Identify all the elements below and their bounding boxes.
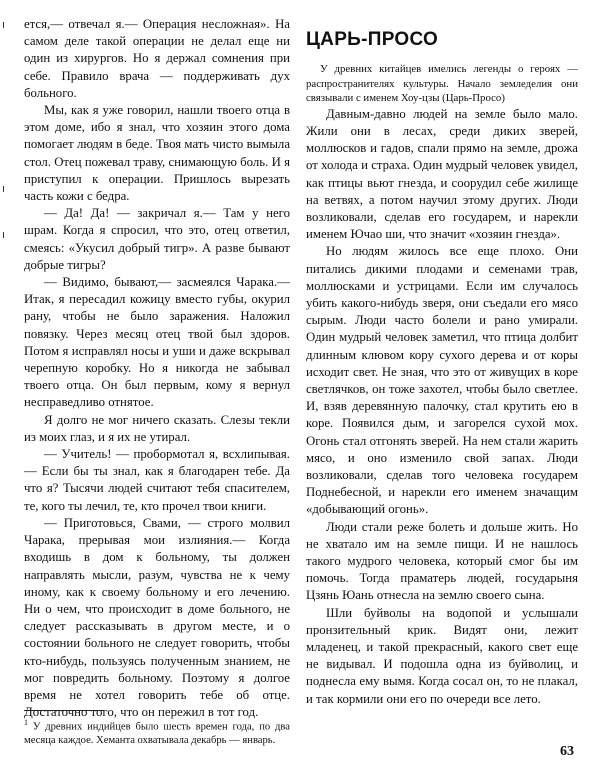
margin-scan-mark [3,232,8,238]
footnote-marker: 1 [24,718,28,727]
footnote-divider [24,710,104,711]
paragraph: Мы, как я уже говорил, нашли твоего отца в этом доме, ибо я знал, что хозяин этого дома помогает людям в беде. Твоя мать чисто вымыла стол. Отец пожевал траву, снимающую боль. И я приступил к операции. Пришлось вырезать часть кожи с бедра. [24,103,290,204]
margin-scan-mark [3,186,8,192]
margin-scan-mark [3,22,8,28]
footnote-text: У древних индийцев было шесть времен года, по два месяца каждое. Хеманта охватывала декабрь — январь. [24,721,290,747]
paragraph: — Учитель! — пробормотал я, всхлипывая.— Если бы ты знал, как я благодарен тебе. Да что я? Тысячи людей считают тебя спасителем, те, кого ты лечил, те, кто прочел твои книги. [24,447,290,513]
chapter-title: ЦАРЬ-ПРОСО [306,29,439,50]
paragraph: — Да! Да! — закричал я.— Там у него шрам. Когда я спросил, что это, отец ответил, смеясь: «Укусил добрый тигр». А разве бывают добрые тигры? [24,206,290,272]
paragraph: Люди стали реже болеть и дольше жить. Но не хватало им на земле пищи. И не нашлось такого мудрого человека, который смог бы им помочь. Тогда праматерь людей, государыня Цзянь Юань отнесла на землю своего сына. [306,519,578,603]
paragraph: Но людям жилось все еще плохо. Они питались дикими плодами и семенами трав, моллюсками и устрицами. Если им случалось убить какого-нибудь зверя, они съедали его мясо сырым. Люди часто болели и рано умирали. Один мудрый человек заметил, что птица долбит длинным клювом кору сухого дерева и от коры исходит свет. Не зная, что это от живущих в коре светлячков, он тоже захотел, чтобы было светлее. И, взяв деревянную палочку, стал крутить ею в коре. Появился дым, и загорелся сухой мох. Огонь стал отгонять зверей. На нем стали жарить мясо, и оно изменило свой запах. Люди возликовали, сделав того человека государем Поднебесной, и нарекли его именем значащим «добывающий огонь». [306,244,578,517]
paragraph: Шли буйволы на водопой и услышали пронзительный крик. Видят они, лежит младенец, и такой прекрасный, какого свет еще не видывал. И подошла одна из буйволиц, и поднесла ему вымя. Когда сосал он, то не плакал, и так кормили они его по очереди все лето. [306,605,578,706]
paragraph: Я долго не мог ничего сказать. Слезы текли из моих глаз, и я их не утирал. [24,412,290,444]
footnote [24,716,290,748]
chapter-intro: У древних китайцев имелись легенды о героях — распространителях культуры. Начало земледелия они связывали с именем Хоу-цзы (Царь-Просо) [306,63,578,105]
paragraph: — Приготовься, Свами, — строго молвил Чарака, прерывая мои излияния.— Когда входишь в дом к больному, ты должен направлять мысли, разум, чувства не к чему иному, как к своему больному и его лечению. Ни о чем, что происходит в доме больного, не следует рассказывать в другом месте, и о состоянии больного не следует говорить, чтобы кто-нибудь, пользуясь полученным знанием, не мог повредить больному. Поэтому я долгое время не хотел говорить тебе об отце. Достаточно того, что он пережил в тот год. [24,515,290,720]
paragraph: Давным-давно людей на земле было мало. Жили они в лесах, среди диких зверей, моллюсков и гадов, спали прямо на земле, дрожа от холода и страха. Один мудрый человек увидел, как птицы вьют гнезда, и соорудил себе жилище на ветвях, а потом научил этому других. Люди возликовали, сделав его государем, и нарекли именем Ючао ши, что значит «хозяин гнезда». [306,106,578,242]
page-number: 63 [560,744,574,759]
paragraph: ется,— отвечал я.— Операция несложная». На самом деле такой операции не делал еще ни один из хирургов. Но я держал сомнения при себе. Правило врача — поддерживать дух больного. [24,17,290,100]
right-column [306,28,578,708]
left-column [24,16,290,721]
paragraph: — Видимо, бывают,— засмеялся Чарака.— Итак, я пересадил кожицу вместо губы, окурил рану, чтобы не было заражения. Наложил повязку. Через месяц отец твой был здоров. Потом я исправлял носы и уши и даже вскрывал черепную коробку. Но я никогда не забывал твоего отца. Он был первым, кому я вернул несправедливо отнятое. [24,275,290,410]
